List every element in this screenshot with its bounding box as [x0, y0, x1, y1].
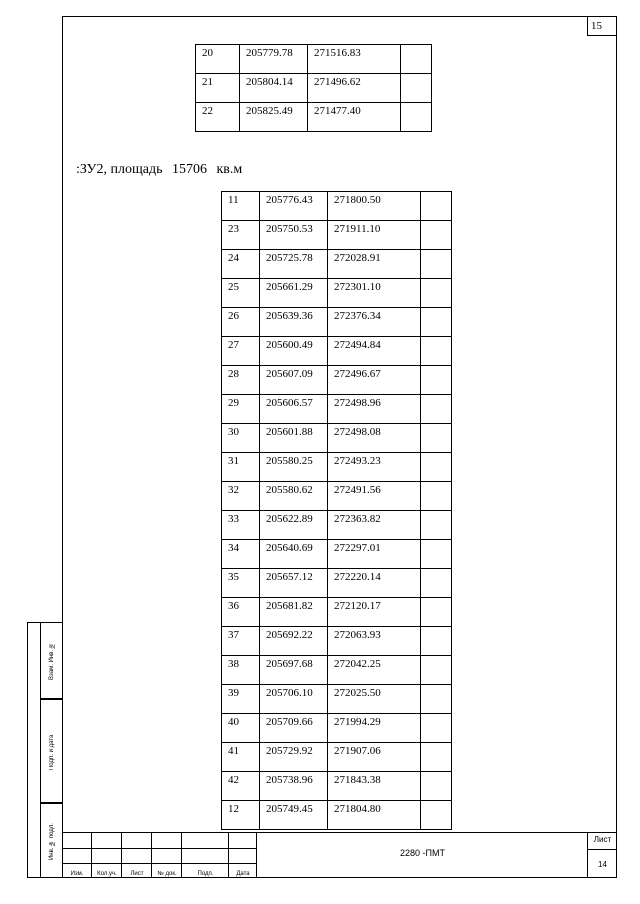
table-row	[222, 395, 452, 424]
point-number-cell: 12	[222, 801, 260, 830]
table-row	[222, 366, 452, 395]
table-row	[222, 656, 452, 685]
x-coordinate-cell: 205601.88	[260, 424, 328, 453]
table-row	[222, 685, 452, 714]
y-coordinate-cell: 271804.80	[328, 801, 421, 830]
point-number-cell: 22	[196, 103, 240, 132]
y-coordinate-cell: 272496.67	[328, 366, 421, 395]
x-coordinate-cell: 205709.66	[260, 714, 328, 743]
point-number-cell: 21	[196, 74, 240, 103]
point-number-cell: 37	[222, 627, 260, 656]
x-coordinate-cell: 205600.49	[260, 337, 328, 366]
empty-cell	[421, 685, 452, 714]
point-number-cell: 39	[222, 685, 260, 714]
empty-cell	[421, 424, 452, 453]
tb-header-kolvo: Кол.уч.	[97, 871, 117, 877]
empty-cell	[421, 598, 452, 627]
y-coordinate-cell: 271496.62	[308, 74, 401, 103]
point-number-cell: 34	[222, 540, 260, 569]
y-coordinate-cell: 272498.96	[328, 395, 421, 424]
point-number-cell: 26	[222, 308, 260, 337]
x-coordinate-cell: 205580.62	[260, 482, 328, 511]
coordinates-table-main	[221, 191, 452, 830]
point-number-cell: 11	[222, 192, 260, 221]
section-area: 15706	[171, 162, 207, 177]
table-row	[196, 45, 432, 74]
empty-cell	[401, 74, 432, 103]
stamp-vzam	[40, 622, 62, 699]
table-row	[222, 772, 452, 801]
y-coordinate-cell: 271516.83	[308, 45, 401, 74]
section-unit: кв.м	[216, 162, 243, 177]
x-coordinate-cell: 205750.53	[260, 221, 328, 250]
y-coordinate-cell: 272494.84	[328, 337, 421, 366]
sheet-number: 14	[598, 860, 607, 869]
table-row	[222, 279, 452, 308]
table-row	[222, 743, 452, 772]
title-block	[62, 832, 617, 878]
table-row	[222, 714, 452, 743]
table-row	[222, 453, 452, 482]
x-coordinate-cell: 205749.45	[260, 801, 328, 830]
x-coordinate-cell: 205729.92	[260, 743, 328, 772]
x-coordinate-cell: 205725.78	[260, 250, 328, 279]
x-coordinate-cell: 205580.25	[260, 453, 328, 482]
point-number-cell: 20	[196, 45, 240, 74]
y-coordinate-cell: 272301.10	[328, 279, 421, 308]
y-coordinate-cell: 272025.50	[328, 685, 421, 714]
point-number-cell: 41	[222, 743, 260, 772]
point-number-cell: 29	[222, 395, 260, 424]
y-coordinate-cell: 272220.14	[328, 569, 421, 598]
table-row	[222, 598, 452, 627]
empty-cell	[421, 772, 452, 801]
page-number: 15	[587, 16, 617, 36]
y-coordinate-cell: 271477.40	[308, 103, 401, 132]
empty-cell	[401, 45, 432, 74]
empty-cell	[421, 656, 452, 685]
table-row	[196, 74, 432, 103]
point-number-cell: 42	[222, 772, 260, 801]
empty-cell	[421, 337, 452, 366]
y-coordinate-cell: 271994.29	[328, 714, 421, 743]
tb-header-data: Дата	[236, 871, 250, 877]
table-row	[222, 540, 452, 569]
point-number-cell: 24	[222, 250, 260, 279]
empty-cell	[421, 250, 452, 279]
y-coordinate-cell: 271800.50	[328, 192, 421, 221]
x-coordinate-cell: 205697.68	[260, 656, 328, 685]
x-coordinate-cell: 205804.14	[240, 74, 308, 103]
y-coordinate-cell: 271907.06	[328, 743, 421, 772]
x-coordinate-cell: 205622.89	[260, 511, 328, 540]
point-number-cell: 25	[222, 279, 260, 308]
table-row	[222, 192, 452, 221]
tb-header-izm: Изм.	[70, 871, 84, 877]
x-coordinate-cell: 205692.22	[260, 627, 328, 656]
point-number-cell: 32	[222, 482, 260, 511]
point-number-cell: 30	[222, 424, 260, 453]
point-number-cell: 33	[222, 511, 260, 540]
point-number-cell: 36	[222, 598, 260, 627]
y-coordinate-cell: 272028.91	[328, 250, 421, 279]
point-number-cell: 40	[222, 714, 260, 743]
table-row	[222, 221, 452, 250]
stamp-podp-label: Подп. и дата	[49, 734, 55, 770]
coordinates-table-top	[195, 44, 432, 132]
section-label: :ЗУ2, площадь	[76, 162, 163, 177]
table-row	[222, 482, 452, 511]
x-coordinate-cell: 205639.36	[260, 308, 328, 337]
point-number-cell: 23	[222, 221, 260, 250]
document-code: 2280 -ПМТ	[400, 848, 445, 858]
table-row	[222, 569, 452, 598]
empty-cell	[421, 511, 452, 540]
point-number-cell: 31	[222, 453, 260, 482]
x-coordinate-cell: 205776.43	[260, 192, 328, 221]
empty-cell	[421, 395, 452, 424]
stamp-inv	[40, 803, 62, 878]
x-coordinate-cell: 205738.96	[260, 772, 328, 801]
x-coordinate-cell: 205606.57	[260, 395, 328, 424]
y-coordinate-cell: 272120.17	[328, 598, 421, 627]
x-coordinate-cell: 205779.78	[240, 45, 308, 74]
x-coordinate-cell: 205607.09	[260, 366, 328, 395]
empty-cell	[421, 192, 452, 221]
x-coordinate-cell: 205825.49	[240, 103, 308, 132]
x-coordinate-cell: 205657.12	[260, 569, 328, 598]
y-coordinate-cell: 271911.10	[328, 221, 421, 250]
section-heading	[76, 162, 248, 178]
point-number-cell: 28	[222, 366, 260, 395]
stamp-podp	[40, 699, 62, 803]
point-number-cell: 35	[222, 569, 260, 598]
stamp-strip-inner	[27, 622, 40, 878]
point-number-cell: 27	[222, 337, 260, 366]
empty-cell	[421, 366, 452, 395]
stamp-vzam-label: Взам. Инв. №	[49, 642, 55, 681]
x-coordinate-cell: 205661.29	[260, 279, 328, 308]
y-coordinate-cell: 272498.08	[328, 424, 421, 453]
empty-cell	[421, 627, 452, 656]
table-row	[222, 511, 452, 540]
table-row	[222, 627, 452, 656]
y-coordinate-cell: 272063.93	[328, 627, 421, 656]
sheet-label: Лист	[593, 835, 612, 844]
empty-cell	[421, 453, 452, 482]
y-coordinate-cell: 272297.01	[328, 540, 421, 569]
table-row	[222, 308, 452, 337]
y-coordinate-cell: 272493.23	[328, 453, 421, 482]
x-coordinate-cell: 205640.69	[260, 540, 328, 569]
tb-header-list: Лист	[130, 871, 144, 877]
empty-cell	[421, 714, 452, 743]
empty-cell	[421, 221, 452, 250]
y-coordinate-cell: 272376.34	[328, 308, 421, 337]
x-coordinate-cell: 205706.10	[260, 685, 328, 714]
y-coordinate-cell: 271843.38	[328, 772, 421, 801]
table-row	[196, 103, 432, 132]
table-row	[222, 250, 452, 279]
x-coordinate-cell: 205681.82	[260, 598, 328, 627]
point-number-cell: 38	[222, 656, 260, 685]
empty-cell	[401, 103, 432, 132]
table-row	[222, 801, 452, 830]
empty-cell	[421, 569, 452, 598]
tb-header-ndok: № док.	[157, 871, 177, 877]
tb-header-podp: Подп.	[197, 871, 214, 877]
empty-cell	[421, 540, 452, 569]
table-row	[222, 337, 452, 366]
y-coordinate-cell: 272363.82	[328, 511, 421, 540]
stamp-inv-label: Инв. № подл.	[49, 823, 55, 860]
y-coordinate-cell: 272042.25	[328, 656, 421, 685]
empty-cell	[421, 482, 452, 511]
table-row	[222, 424, 452, 453]
empty-cell	[421, 308, 452, 337]
y-coordinate-cell: 272491.56	[328, 482, 421, 511]
empty-cell	[421, 743, 452, 772]
empty-cell	[421, 801, 452, 830]
empty-cell	[421, 279, 452, 308]
